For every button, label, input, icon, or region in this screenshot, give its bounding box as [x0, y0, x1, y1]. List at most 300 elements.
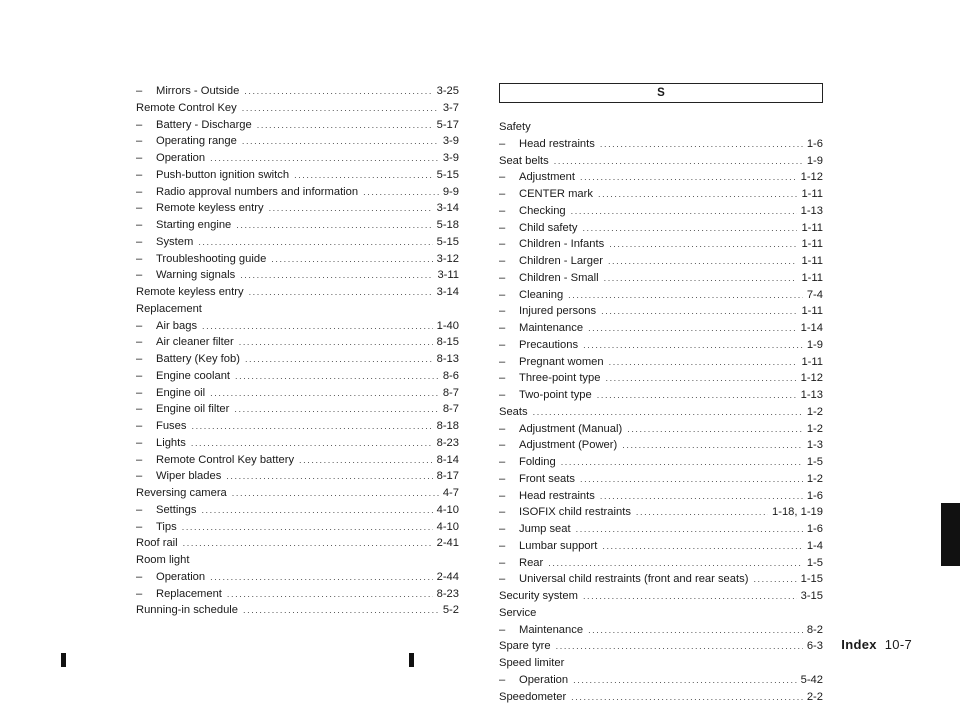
chapter-tab-marker: [941, 503, 960, 566]
dot-leader: [608, 253, 797, 270]
index-entry-page: 3-14: [437, 200, 459, 217]
dot-leader: [636, 504, 768, 521]
index-entry-label: Mirrors - Outside: [156, 83, 239, 100]
sub-entry-dash: –: [136, 351, 156, 368]
footer-label: Index: [841, 637, 876, 652]
index-entry-label: Battery (Key fob): [156, 351, 240, 368]
index-entry-label: Service: [499, 605, 536, 622]
index-entry: [499, 370, 823, 387]
index-entry: [136, 184, 459, 201]
dot-leader: [210, 150, 439, 167]
dot-leader: [235, 368, 439, 385]
dot-leader: [533, 404, 803, 421]
index-entry-label: Cleaning: [519, 287, 563, 304]
index-entry-label: Two-point type: [519, 387, 592, 404]
sub-entry-dash: –: [499, 370, 519, 387]
sub-entry-dash: –: [499, 169, 519, 186]
dot-leader: [583, 588, 797, 605]
index-entry-page: 8-23: [437, 435, 459, 452]
dot-leader: [588, 622, 803, 639]
index-entry: [136, 385, 459, 402]
index-entry-page: 5-17: [437, 117, 459, 134]
index-entry-label: Remote keyless entry: [136, 284, 244, 301]
index-entry-label: Air bags: [156, 318, 197, 335]
index-entry-page: 4-10: [437, 519, 459, 536]
dot-leader: [600, 488, 803, 505]
index-entry-label: Remote keyless entry: [156, 200, 264, 217]
index-entry-label: Front seats: [519, 471, 575, 488]
index-entry-label: Checking: [519, 203, 566, 220]
sub-entry-dash: –: [136, 200, 156, 217]
sub-entry-dash: –: [499, 471, 519, 488]
sub-entry-dash: –: [499, 622, 519, 639]
dot-leader: [232, 485, 439, 502]
index-entry-page: 1-2: [807, 404, 823, 421]
index-entry: [136, 586, 459, 603]
sub-entry-dash: –: [136, 368, 156, 385]
index-entry-label: Tips: [156, 519, 177, 536]
sub-entry-dash: –: [136, 150, 156, 167]
dot-leader: [622, 437, 803, 454]
index-entry: [136, 301, 459, 318]
sub-entry-dash: –: [136, 83, 156, 100]
index-entry: [136, 401, 459, 418]
index-entry-label: Operating range: [156, 133, 237, 150]
dot-leader: [249, 284, 433, 301]
dot-leader: [568, 287, 803, 304]
index-entry-label: Seats: [499, 404, 528, 421]
index-entry: [499, 689, 823, 705]
dot-leader: [561, 454, 803, 471]
index-entry: [499, 203, 823, 220]
index-entry: [499, 488, 823, 505]
dot-leader: [234, 401, 438, 418]
dot-leader: [240, 267, 433, 284]
sub-entry-dash: –: [136, 167, 156, 184]
dot-leader: [363, 184, 439, 201]
index-entry-page: 1-13: [801, 203, 823, 220]
sub-entry-dash: –: [136, 251, 156, 268]
dot-leader: [294, 167, 433, 184]
index-entry-label: Rear: [519, 555, 543, 572]
sub-entry-dash: –: [136, 217, 156, 234]
sub-entry-dash: –: [136, 334, 156, 351]
index-entry-page: 1-6: [807, 136, 823, 153]
sub-entry-dash: –: [136, 586, 156, 603]
index-entry: [499, 354, 823, 371]
sub-entry-dash: –: [136, 385, 156, 402]
index-entry: [499, 672, 823, 689]
dot-leader: [242, 100, 439, 117]
index-entry-label: Head restraints: [519, 136, 595, 153]
dot-leader: [243, 602, 439, 619]
index-entry: [499, 186, 823, 203]
index-entry: [136, 418, 459, 435]
index-entry-page: 1-9: [807, 153, 823, 170]
sub-entry-dash: –: [499, 287, 519, 304]
index-entry-label: System: [156, 234, 193, 251]
sub-entry-dash: –: [499, 253, 519, 270]
dot-leader: [210, 385, 439, 402]
index-entry-page: 2-44: [437, 569, 459, 586]
index-entry-label: Wiper blades: [156, 468, 221, 485]
sub-entry-dash: –: [136, 117, 156, 134]
dot-leader: [198, 234, 432, 251]
sub-entry-dash: –: [136, 452, 156, 469]
dot-leader: [582, 220, 797, 237]
dot-leader: [753, 571, 796, 588]
index-entry-label: Radio approval numbers and information: [156, 184, 358, 201]
index-entry-label: Operation: [156, 150, 205, 167]
index-entry-label: Starting engine: [156, 217, 231, 234]
index-entry: [136, 133, 459, 150]
dot-leader: [571, 689, 803, 705]
index-entry-page: 9-9: [443, 184, 459, 201]
index-entry-label: Folding: [519, 454, 556, 471]
index-entry-page: 1-5: [807, 555, 823, 572]
index-entry-label: Jump seat: [519, 521, 571, 538]
index-entry-page: 1-12: [801, 169, 823, 186]
dot-leader: [600, 136, 803, 153]
index-entry-page: 1-11: [801, 354, 823, 371]
sub-entry-dash: –: [499, 421, 519, 438]
index-entry-page: 8-2: [807, 622, 823, 639]
index-entry: [499, 270, 823, 287]
index-entry-page: 3-15: [801, 588, 823, 605]
index-entry-page: 5-18: [437, 217, 459, 234]
sub-entry-dash: –: [499, 555, 519, 572]
index-entry: [136, 452, 459, 469]
index-entry: [136, 485, 459, 502]
sub-entry-dash: –: [136, 184, 156, 201]
index-entry-page: 8-15: [437, 334, 459, 351]
section-header-s: S: [499, 83, 823, 103]
index-entry-label: Operation: [519, 672, 568, 689]
index-entry: [136, 251, 459, 268]
index-entry-page: 7-4: [807, 287, 823, 304]
index-entry-label: Settings: [156, 502, 196, 519]
sub-entry-dash: –: [499, 354, 519, 371]
sub-entry-dash: –: [499, 504, 519, 521]
index-entry: [136, 200, 459, 217]
index-column-right: [499, 83, 823, 705]
dot-leader: [604, 270, 798, 287]
index-entry-page: 1-6: [807, 488, 823, 505]
index-entry: [499, 538, 823, 555]
index-entry-label: Roof rail: [136, 535, 178, 552]
index-entry: [499, 337, 823, 354]
index-entry-label: Children - Small: [519, 270, 599, 287]
sub-entry-dash: –: [499, 488, 519, 505]
index-entry-page: 8-18: [437, 418, 459, 435]
index-entry: [499, 421, 823, 438]
index-entry-label: Speedometer: [499, 689, 566, 705]
index-entry-label: Remote Control Key: [136, 100, 237, 117]
sub-entry-dash: –: [136, 133, 156, 150]
dot-leader: [598, 186, 797, 203]
index-entry-label: Fuses: [156, 418, 186, 435]
index-entry-page: 1-11: [801, 303, 823, 320]
index-entry: [136, 468, 459, 485]
dot-leader: [556, 638, 803, 655]
index-entry-page: 1-3: [807, 437, 823, 454]
index-entry: [499, 253, 823, 270]
index-entry: [136, 368, 459, 385]
sub-entry-dash: –: [136, 519, 156, 536]
index-entry: [499, 136, 823, 153]
dot-leader: [580, 169, 797, 186]
index-entry-label: Three-point type: [519, 370, 600, 387]
dot-leader: [271, 251, 432, 268]
index-entry-label: Adjustment: [519, 169, 575, 186]
sub-entry-dash: –: [499, 203, 519, 220]
index-entry-page: 5-2: [443, 602, 459, 619]
dot-leader: [236, 217, 432, 234]
index-entry: [499, 303, 823, 320]
index-entry-page: 1-12: [801, 370, 823, 387]
index-entry-label: Engine oil filter: [156, 401, 229, 418]
index-entry: [499, 504, 823, 521]
index-entry: [136, 167, 459, 184]
index-entry: [499, 588, 823, 605]
dot-leader: [554, 153, 803, 170]
crop-mark: [409, 653, 414, 667]
index-entry-page: 1-11: [801, 253, 823, 270]
index-entry: [136, 284, 459, 301]
index-entry: [499, 454, 823, 471]
index-entry: [499, 622, 823, 639]
index-entry: [136, 602, 459, 619]
index-entry-page: 8-17: [437, 468, 459, 485]
sub-entry-dash: –: [499, 538, 519, 555]
index-entry-page: 1-5: [807, 454, 823, 471]
sub-entry-dash: –: [499, 337, 519, 354]
dot-leader: [576, 521, 803, 538]
dot-leader: [245, 351, 433, 368]
index-entry: [499, 404, 823, 421]
index-entry-page: 1-13: [801, 387, 823, 404]
index-entry-label: ISOFIX child restraints: [519, 504, 631, 521]
index-entry-page: 6-3: [807, 638, 823, 655]
dot-leader: [548, 555, 803, 572]
index-entry-label: Adjustment (Power): [519, 437, 617, 454]
index-entry-page: 1-2: [807, 421, 823, 438]
dot-leader: [226, 468, 432, 485]
dot-leader: [191, 435, 433, 452]
index-entry-label: Spare tyre: [499, 638, 551, 655]
index-entry-page: 1-9: [807, 337, 823, 354]
index-entry-label: Running-in schedule: [136, 602, 238, 619]
sub-entry-dash: –: [499, 220, 519, 237]
dot-leader: [183, 535, 433, 552]
index-entry: [136, 100, 459, 117]
crop-mark: [61, 653, 66, 667]
index-entry-label: Maintenance: [519, 622, 583, 639]
index-entry: [136, 83, 459, 100]
index-entry: [499, 571, 823, 588]
sub-entry-dash: –: [499, 303, 519, 320]
dot-leader: [580, 471, 803, 488]
index-entry-label: Push-button ignition switch: [156, 167, 289, 184]
sub-entry-dash: –: [136, 234, 156, 251]
index-entry-label: Room light: [136, 552, 189, 569]
sub-entry-dash: –: [136, 401, 156, 418]
index-entry: [499, 471, 823, 488]
dot-leader: [242, 133, 439, 150]
index-entry-label: Maintenance: [519, 320, 583, 337]
dot-leader: [573, 672, 796, 689]
dot-leader: [227, 586, 433, 603]
index-entry-page: 3-25: [437, 83, 459, 100]
index-entry: [499, 119, 823, 136]
index-entry-label: Lights: [156, 435, 186, 452]
sub-entry-dash: –: [136, 267, 156, 284]
index-entry-page: 2-41: [437, 535, 459, 552]
dot-leader: [210, 569, 432, 586]
index-entry-page: 3-11: [437, 267, 459, 284]
index-entry-label: Engine oil: [156, 385, 205, 402]
dot-leader: [257, 117, 433, 134]
dot-leader: [602, 538, 802, 555]
index-entry: [136, 535, 459, 552]
dot-leader: [605, 370, 796, 387]
index-entry-label: Replacement: [136, 301, 202, 318]
sub-entry-dash: –: [136, 318, 156, 335]
index-entry-page: 1-18, 1-19: [772, 504, 823, 521]
index-entry: [499, 605, 823, 622]
index-entry-page: 8-7: [443, 385, 459, 402]
index-entry-label: Speed limiter: [499, 655, 564, 672]
index-entry: [136, 117, 459, 134]
index-entry-label: Lumbar support: [519, 538, 597, 555]
dot-leader: [269, 200, 433, 217]
index-entry-page: 8-14: [437, 452, 459, 469]
index-entry-page: 3-12: [437, 251, 459, 268]
index-entry-page: 1-40: [437, 318, 459, 335]
index-entry-page: 8-7: [443, 401, 459, 418]
index-entry-label: Air cleaner filter: [156, 334, 234, 351]
index-entry: [136, 334, 459, 351]
index-entry-label: Precautions: [519, 337, 578, 354]
footer-page-number: 10-7: [885, 637, 912, 652]
index-entry-label: Warning signals: [156, 267, 235, 284]
index-entry-page: 1-11: [801, 186, 823, 203]
index-entry: [136, 318, 459, 335]
index-entry: [499, 638, 823, 655]
index-entry: [499, 387, 823, 404]
dot-leader: [609, 236, 797, 253]
dot-leader: [191, 418, 432, 435]
index-entry: [136, 217, 459, 234]
index-entry-label: Injured persons: [519, 303, 596, 320]
index-entry-page: 5-15: [437, 167, 459, 184]
dot-leader: [583, 337, 803, 354]
sub-entry-dash: –: [499, 136, 519, 153]
sub-entry-dash: –: [136, 502, 156, 519]
dot-leader: [239, 334, 433, 351]
sub-entry-dash: –: [499, 672, 519, 689]
index-entry: [136, 150, 459, 167]
dot-leader: [299, 452, 433, 469]
index-entry: [136, 502, 459, 519]
index-entry-page: 1-14: [801, 320, 823, 337]
index-entry-page: 1-6: [807, 521, 823, 538]
dot-leader: [597, 387, 797, 404]
dot-leader: [201, 502, 432, 519]
index-entry-label: Child safety: [519, 220, 577, 237]
index-entry: [499, 169, 823, 186]
sub-entry-dash: –: [136, 435, 156, 452]
index-entry: [136, 435, 459, 452]
index-entry: [499, 555, 823, 572]
index-entry-page: 3-14: [437, 284, 459, 301]
index-entry-page: 3-9: [443, 133, 459, 150]
index-entry: [136, 351, 459, 368]
index-entry: [499, 521, 823, 538]
sub-entry-dash: –: [136, 418, 156, 435]
index-list-left: [136, 83, 459, 619]
index-entry-page: 8-13: [437, 351, 459, 368]
index-entry-label: Head restraints: [519, 488, 595, 505]
index-entry-page: 1-11: [801, 220, 823, 237]
index-entry-label: Security system: [499, 588, 578, 605]
index-entry-label: CENTER mark: [519, 186, 593, 203]
index-entry-label: Troubleshooting guide: [156, 251, 266, 268]
sub-entry-dash: –: [136, 468, 156, 485]
index-entry-page: 3-9: [443, 150, 459, 167]
sub-entry-dash: –: [499, 186, 519, 203]
index-entry-page: 5-42: [801, 672, 823, 689]
sub-entry-dash: –: [499, 437, 519, 454]
index-entry: [499, 220, 823, 237]
index-entry-page: 2-2: [807, 689, 823, 705]
index-entry: [136, 234, 459, 251]
dot-leader: [202, 318, 433, 335]
sub-entry-dash: –: [499, 571, 519, 588]
dot-leader: [182, 519, 433, 536]
index-entry: [499, 437, 823, 454]
dot-leader: [571, 203, 797, 220]
index-entry-label: Battery - Discharge: [156, 117, 252, 134]
index-entry-page: 1-4: [807, 538, 823, 555]
dot-leader: [609, 354, 798, 371]
index-entry: [499, 287, 823, 304]
index-entry-label: Children - Larger: [519, 253, 603, 270]
index-entry: [136, 552, 459, 569]
index-entry-label: Universal child restraints (front and rear seats): [519, 571, 748, 588]
sub-entry-dash: –: [499, 236, 519, 253]
index-entry-label: Safety: [499, 119, 531, 136]
index-entry-label: Seat belts: [499, 153, 549, 170]
index-entry: [499, 320, 823, 337]
index-column-left: [136, 83, 459, 619]
index-entry-label: Remote Control Key battery: [156, 452, 294, 469]
index-entry-page: 8-6: [443, 368, 459, 385]
index-entry-label: Children - Infants: [519, 236, 604, 253]
index-entry: [499, 236, 823, 253]
index-entry: [136, 519, 459, 536]
sub-entry-dash: –: [499, 521, 519, 538]
index-entry: [499, 153, 823, 170]
index-entry-label: Adjustment (Manual): [519, 421, 622, 438]
dot-leader: [588, 320, 797, 337]
index-entry-page: 1-15: [801, 571, 823, 588]
index-entry: [136, 267, 459, 284]
dot-leader: [601, 303, 797, 320]
page-footer: [841, 637, 912, 652]
index-entry: [499, 655, 823, 672]
index-entry-page: 4-7: [443, 485, 459, 502]
